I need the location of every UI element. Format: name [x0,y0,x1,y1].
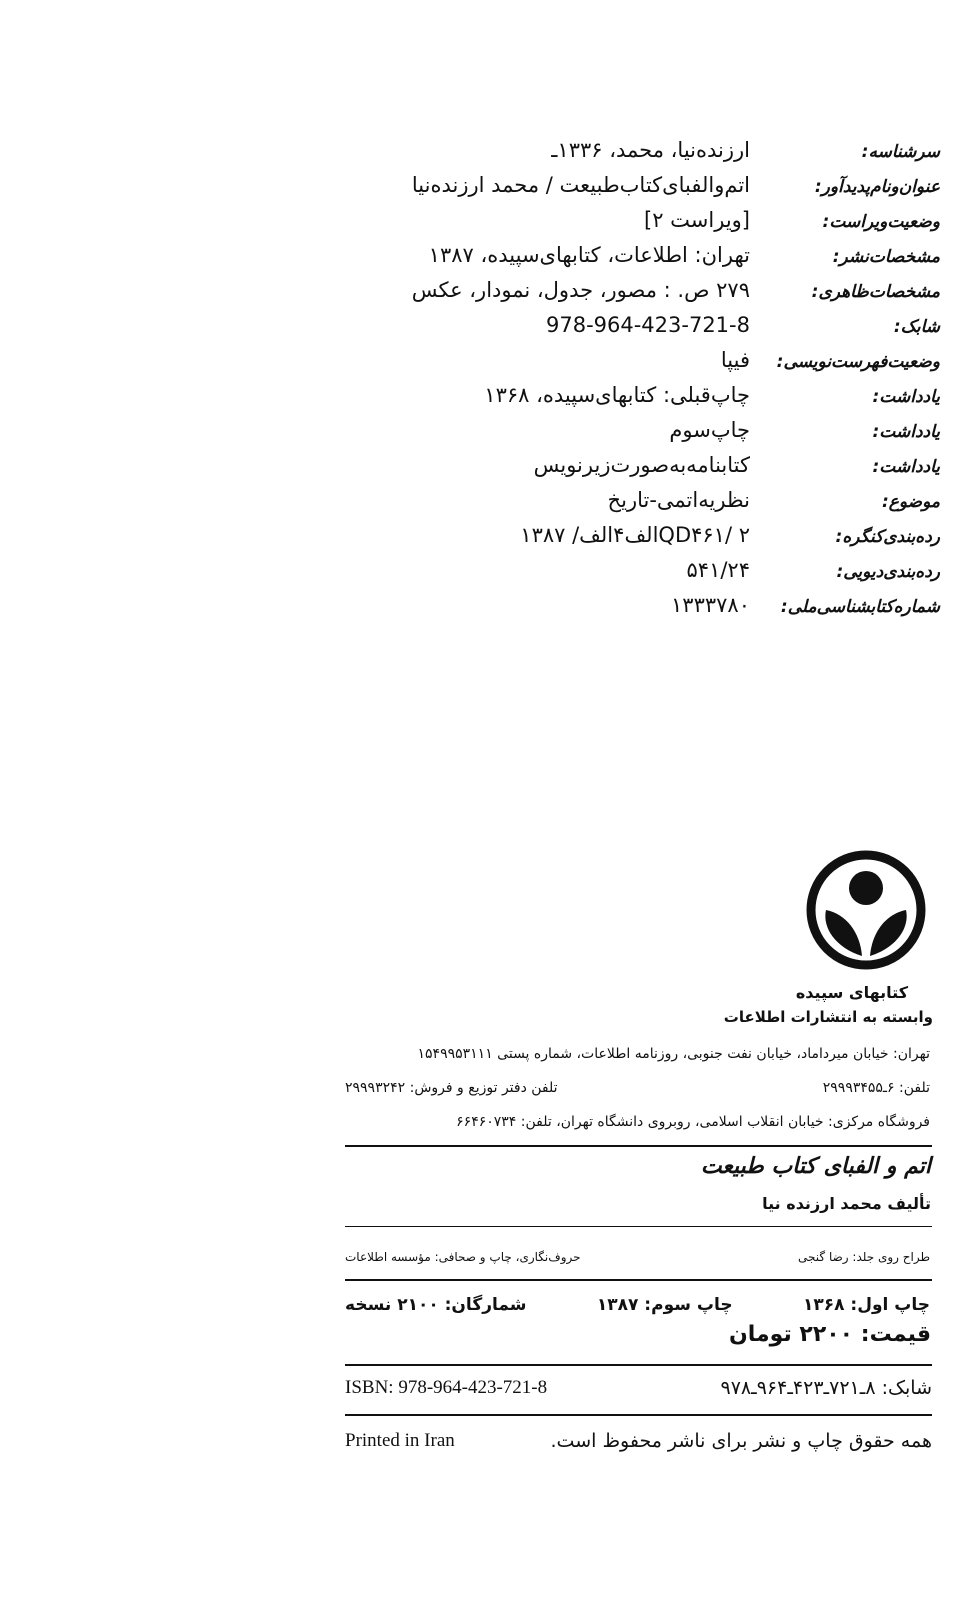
cataloging-block [380,138,940,628]
cip-value: تهران: اطلاعات، کتابهای‌سپیده، ۱۳۸۷ [428,243,750,267]
cip-row [380,488,940,523]
print-run: شمارگان: ۲۱۰۰ نسخه [345,1295,527,1315]
cip-label: مشخصات‌نشر: [832,247,940,267]
cip-row [380,453,940,488]
phone-row [345,1080,930,1096]
first-edition: چاپ اول: ۱۳۶۸ [802,1295,930,1315]
price: قیمت: ۲۲۰۰ تومان [729,1322,931,1347]
isbn-persian: شابک: ۸ـ۷۲۱ـ۴۲۳ـ۹۶۴ـ۹۷۸ [720,1377,932,1399]
cip-value: اتم‌والفبای‌کتاب‌طبیعت / محمد ارزنده‌نیا [411,173,750,197]
cip-label: شابک: [893,317,940,337]
cip-row [380,418,940,453]
cip-value: نظریه‌اتمی-تاریخ [607,488,750,512]
cip-row [380,558,940,593]
cip-label: وضعیت‌ویراست: [822,212,940,232]
cover-designer: طراح روی جلد: رضا گنجی [798,1250,930,1264]
book-title: اتم و الفبای کتاب طبیعت [700,1154,931,1179]
cip-row [380,138,940,173]
cip-row [380,348,940,383]
cip-value: ۵۴۱/۲۴ [686,558,750,582]
cip-row [380,278,940,313]
cip-label: یادداشت: [872,422,940,442]
divider [345,1226,932,1227]
rights-notice: همه حقوق چاپ و نشر برای ناشر محفوظ است. [550,1430,932,1452]
cip-row [380,593,940,628]
cip-row [380,243,940,278]
cip-value: [ویراست ۲] [644,208,750,232]
cip-label: یادداشت: [872,457,940,477]
cip-row [380,313,940,348]
cip-label: رده‌بندی‌کنگره: [835,527,940,547]
cip-label: وضعیت‌فهرست‌نویسی: [776,352,940,372]
cip-label: عنوان‌ونام‌پدیدآور: [814,177,940,197]
cip-value: ارزنده‌نیا، محمد، ۱۳۳۶ـ [551,138,750,162]
publisher-affiliation: وابسته به انتشارات اطلاعات [723,1008,933,1026]
footer-row [345,1430,932,1452]
credits-row [345,1250,930,1264]
cip-value: ۲۷۹ ص. : مصور، جدول، نمودار، عکس [411,278,750,302]
cip-value: چاپ‌سوم [669,418,750,442]
cip-row [380,173,940,208]
typesetting: حروف‌نگاری، چاپ و صحافی: مؤسسه اطلاعات [345,1250,581,1264]
publisher-phone: تلفن: ۶ـ۲۹۹۹۳۴۵۵ [822,1080,930,1096]
divider [345,1414,932,1416]
cip-row [380,208,940,243]
publisher-logo [806,850,926,970]
cip-value: چاپ‌قبلی: کتابهای‌سپیده، ۱۳۶۸ [484,383,750,407]
book-author: تألیف محمد ارزنده نیا [762,1194,931,1213]
cip-label: موضوع: [881,492,940,512]
cip-value: ۱۳۳۳۷۸۰ [671,593,750,617]
third-edition: چاپ سوم: ۱۳۸۷ [596,1295,733,1315]
cip-value: 978-964-423-721-8 [545,313,750,337]
cip-label: یادداشت: [872,387,940,407]
publisher-address: تهران: خیابان میرداماد، خیابان نفت جنوبی، روزنامه اطلاعات، شماره پستی ۱۵۴۹۹۵۳۱۱۱ [417,1046,930,1062]
cip-label: سرشناسه: [861,142,940,162]
cip-value: فیپا [720,348,750,372]
edition-row [345,1295,930,1315]
sales-phone: تلفن دفتر توزیع و فروش: ۲۹۹۹۳۲۴۲ [345,1080,558,1096]
divider [345,1364,932,1366]
cip-row [380,523,940,558]
cip-label: شماره‌کتابشناسی‌ملی: [780,597,940,617]
cip-value: QD۴۶۱/ ۲الف۴الف/ ۱۳۸۷ [520,523,750,547]
printed-in: Printed in Iran [345,1430,455,1451]
publisher-name: کتابهای سپیده [795,983,908,1002]
isbn-latin: ISBN: 978-964-423-721-8 [345,1377,548,1398]
cip-label: مشخصات‌ظاهری: [811,282,940,302]
central-store: فروشگاه مرکزی: خیابان انقلاب اسلامی، روبروی دانشگاه تهران، تلفن: ۶۶۴۶۰۷۳۴ [456,1114,930,1130]
isbn-row [345,1377,932,1399]
divider [345,1145,932,1147]
cip-label: رده‌بندی‌دیویی: [836,562,940,582]
divider [345,1279,932,1281]
cip-row [380,383,940,418]
cip-value: کتابنامه‌به‌صورت‌زیرنویس [533,453,750,477]
